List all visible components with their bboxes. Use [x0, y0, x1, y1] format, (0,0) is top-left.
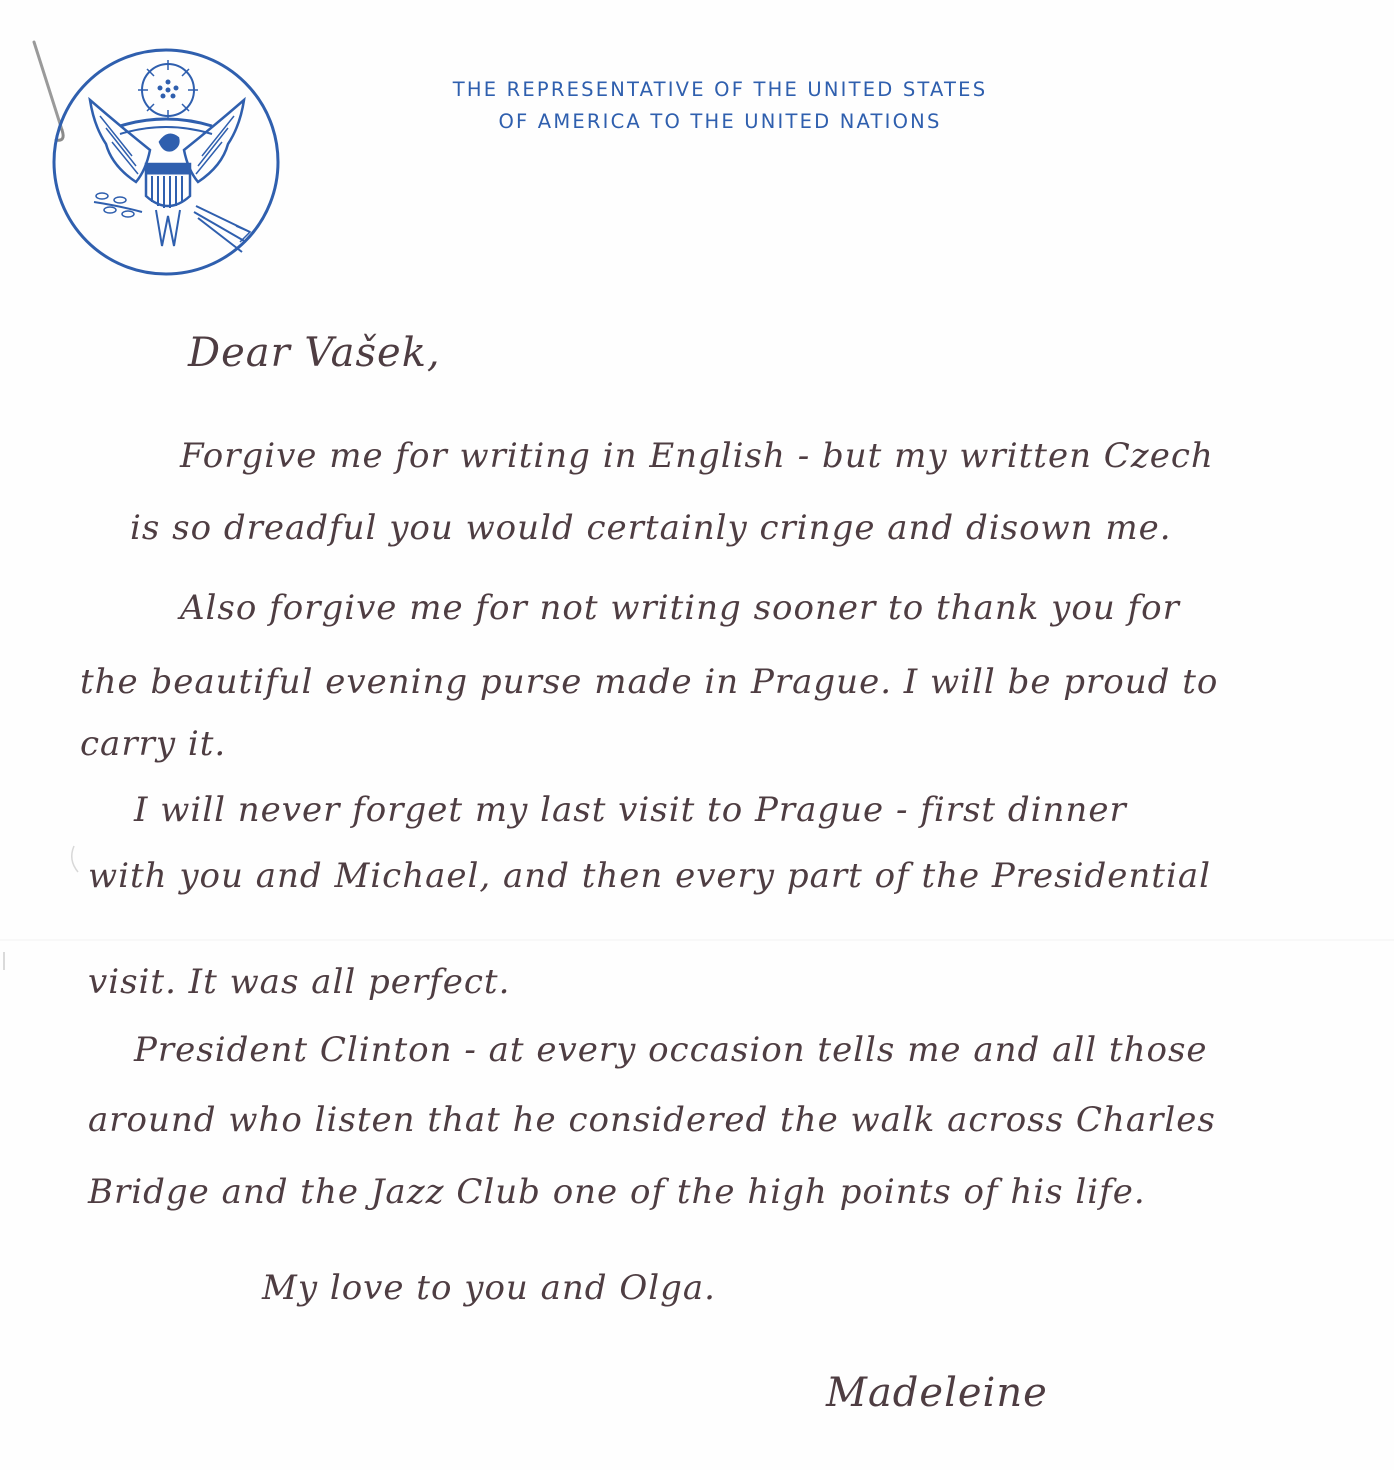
letter-line-9: President Clinton - at every occasion tells me and all those [134, 1030, 1208, 1070]
letter-line-6: I will never forget my last visit to Prague - first dinner [134, 790, 1127, 830]
letter-line-12: My love to you and Olga. [262, 1268, 716, 1308]
signature: Madeleine [826, 1370, 1048, 1416]
letter-line-1: Forgive me for writing in English - but my written Czech [180, 436, 1214, 476]
letterhead-line-1: THE REPRESENTATIVE OF THE UNITED STATES [452, 78, 988, 101]
letter-line-5: carry it. [80, 724, 227, 764]
letter-line-10: around who listen that he considered the walk across Charles [88, 1100, 1216, 1140]
letter-line-7: with you and Michael, and then every part of the Presidential [88, 856, 1211, 896]
salutation: Dear Vašek, [188, 330, 441, 376]
great-seal-icon [50, 46, 282, 278]
letterhead [380, 74, 1060, 138]
letter-line-2: is so dreadful you would certainly cringe and disown me. [130, 508, 1172, 548]
letter-line-8: visit. It was all perfect. [88, 962, 511, 1002]
letter-line-3: Also forgive me for not writing sooner to thank you for [180, 588, 1180, 628]
letterhead-line-2: OF AMERICA TO THE UNITED NATIONS [498, 110, 942, 133]
letter-line-4: the beautiful evening purse made in Prague. I will be proud to [80, 662, 1219, 702]
letter-line-11: Bridge and the Jazz Club one of the high points of his life. [88, 1172, 1146, 1212]
